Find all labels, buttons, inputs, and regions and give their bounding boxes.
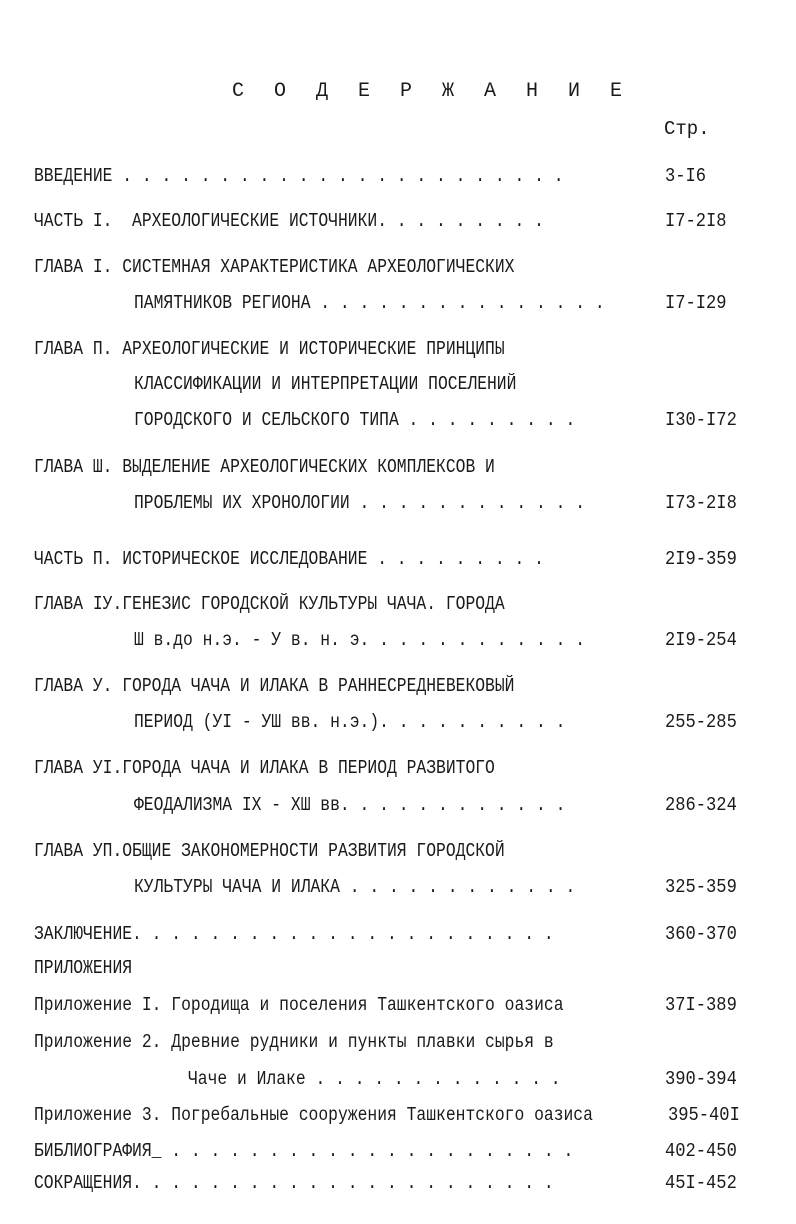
page-title: С О Д Е Р Ж А Н И Е — [232, 80, 632, 103]
toc-entry-pages: 286-324 — [665, 794, 737, 816]
toc-entry-text: ГЛАВА УI.ГОРОДА ЧАЧА И ИЛАКА В ПЕРИОД РАЗВИТОГО — [34, 757, 495, 779]
toc-entry-text: ГОРОДСКОГО И СЕЛЬСКОГО ТИПА . . . . . . . . . — [134, 409, 576, 431]
toc-entry-text: ЗАКЛЮЧЕНИЕ. . . . . . . . . . . . . . . . . . . . . . — [34, 923, 554, 945]
toc-entry-text: Приложение 3. Погребальные сооружения Ташкентского оазиса — [34, 1104, 593, 1126]
toc-entry-pages: 395-40I — [668, 1104, 740, 1126]
toc-entry-text: ГЛАВА IУ.ГЕНЕЗИС ГОРОДСКОЙ КУЛЬТУРЫ ЧАЧА. ГОРОДА — [34, 593, 505, 615]
toc-entry-text: ФЕОДАЛИЗМА IX - ХШ вв. . . . . . . . . . . . — [134, 794, 566, 816]
toc-entry-pages: 325-359 — [665, 876, 737, 898]
toc-entry-pages: 2I9-254 — [665, 629, 737, 651]
toc-entry-text: ЧАСТЬ I. АРХЕОЛОГИЧЕСКИЕ ИСТОЧНИКИ. . . . . . . . . — [34, 210, 544, 232]
toc-entry-text: ГЛАВА I. СИСТЕМНАЯ ХАРАКТЕРИСТИКА АРХЕОЛОГИЧЕСКИХ — [34, 256, 515, 278]
toc-entry-text: ГЛАВА Ш. ВЫДЕЛЕНИЕ АРХЕОЛОГИЧЕСКИХ КОМПЛЕКСОВ И — [34, 456, 495, 478]
toc-entry-pages: I7-I29 — [665, 292, 727, 314]
toc-entry-pages: 45I-452 — [665, 1172, 737, 1194]
toc-entry-pages: 37I-389 — [665, 994, 737, 1016]
toc-entry-text: ГЛАВА УП.ОБЩИЕ ЗАКОНОМЕРНОСТИ РАЗВИТИЯ ГОРОДСКОЙ — [34, 840, 505, 862]
toc-entry-pages: 360-370 — [665, 923, 737, 945]
toc-entry-text: ВВЕДЕНИЕ . . . . . . . . . . . . . . . . . . . . . . . — [34, 165, 564, 187]
toc-entry-text: БИБЛИОГРАФИЯ_ . . . . . . . . . . . . . . . . . . . . . — [34, 1140, 574, 1162]
toc-entry-text: КУЛЬТУРЫ ЧАЧА И ИЛАКА . . . . . . . . . . . . — [134, 876, 576, 898]
toc-entry-text: ПРОБЛЕМЫ ИХ ХРОНОЛОГИИ . . . . . . . . . . . . — [134, 492, 586, 514]
toc-entry-text: Приложение I. Городища и поселения Ташкентского оазиса — [34, 994, 564, 1016]
toc-entry-pages: 3-I6 — [665, 165, 707, 187]
toc-section-heading: ПРИЛОЖЕНИЯ — [34, 957, 133, 979]
toc-entry-pages: 2I9-359 — [665, 548, 737, 570]
toc-entry-text: Приложение 2. Древние рудники и пункты плавки сырья в — [34, 1031, 554, 1053]
toc-entry-text: Ш в.до н.э. - У в. н. э. . . . . . . . . . . . — [134, 629, 586, 651]
toc-entry-pages: 402-450 — [665, 1140, 737, 1162]
toc-entry-pages: I73-2I8 — [665, 492, 737, 514]
toc-entry-text: ПАМЯТНИКОВ РЕГИОНА . . . . . . . . . . . . . . . — [134, 292, 605, 314]
toc-entry-text: ПЕРИОД (УI - УШ вв. н.э.). . . . . . . . . . — [134, 711, 566, 733]
toc-entry-pages: I30-I72 — [665, 409, 737, 431]
toc-entry-pages: 255-285 — [665, 711, 737, 733]
page-column-label: Стр. — [664, 118, 710, 140]
toc-entry-text: КЛАССИФИКАЦИИ И ИНТЕРПРЕТАЦИИ ПОСЕЛЕНИЙ — [134, 373, 517, 395]
toc-entry-text: ГЛАВА П. АРХЕОЛОГИЧЕСКИЕ И ИСТОРИЧЕСКИЕ ПРИНЦИПЫ — [34, 338, 505, 360]
toc-entry-pages: 390-394 — [665, 1068, 737, 1090]
toc-entry-text: ЧАСТЬ П. ИСТОРИЧЕСКОЕ ИССЛЕДОВАНИЕ . . . . . . . . . — [34, 548, 544, 570]
toc-entry-text: Чаче и Илаке . . . . . . . . . . . . . — [188, 1068, 561, 1090]
toc-entry-pages: I7-2I8 — [665, 210, 727, 232]
toc-entry-text: ГЛАВА У. ГОРОДА ЧАЧА И ИЛАКА В РАННЕСРЕДНЕВЕКОВЫЙ — [34, 675, 515, 697]
toc-entry-text: СОКРАЩЕНИЯ. . . . . . . . . . . . . . . . . . . . . . — [34, 1172, 554, 1194]
